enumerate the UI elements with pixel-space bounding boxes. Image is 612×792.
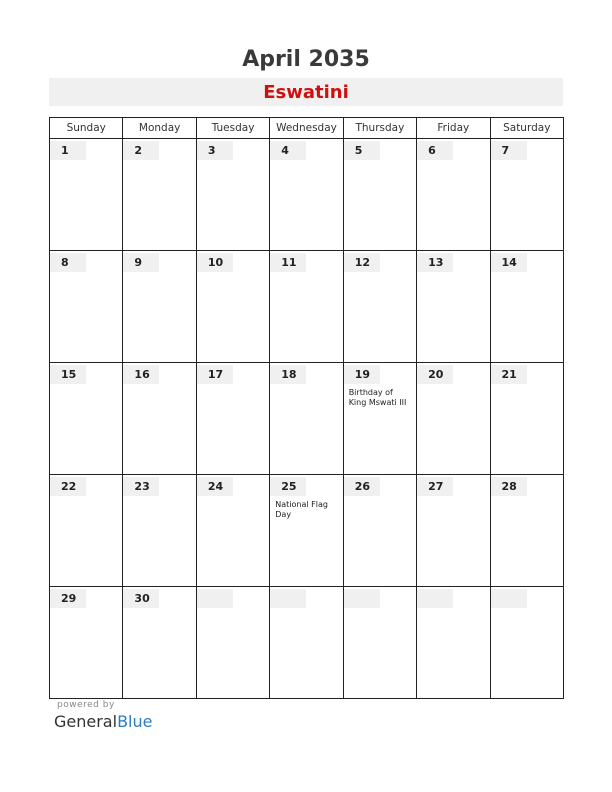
day-number: 15 <box>50 365 86 384</box>
brand-logo[interactable] <box>54 712 152 731</box>
day-number: 2 <box>123 141 159 160</box>
day-cell <box>270 475 343 587</box>
day-cell <box>490 475 563 587</box>
day-cell <box>417 475 490 587</box>
weekday-sunday: Sunday <box>50 118 123 139</box>
weekday-friday: Friday <box>417 118 490 139</box>
day-number: 3 <box>197 141 233 160</box>
day-number: 12 <box>344 253 380 272</box>
day-number: 19 <box>344 365 380 384</box>
week-row <box>50 475 564 587</box>
day-number: 16 <box>123 365 159 384</box>
day-number: 28 <box>491 477 527 496</box>
day-number: 17 <box>197 365 233 384</box>
day-number: 20 <box>417 365 453 384</box>
weekday-wednesday: Wednesday <box>270 118 343 139</box>
weekday-header-row <box>50 118 564 139</box>
week-row <box>50 587 564 699</box>
brand-blue: Blue <box>117 712 153 731</box>
day-number: 30 <box>123 589 159 608</box>
day-number: 29 <box>50 589 86 608</box>
day-number <box>491 589 527 608</box>
holiday-label: National Flag Day <box>275 500 328 519</box>
brand-general: General <box>54 712 118 731</box>
day-cell <box>270 139 343 251</box>
weekday-thursday: Thursday <box>343 118 416 139</box>
day-cell <box>123 587 196 699</box>
weekday-monday: Monday <box>123 118 196 139</box>
day-number: 1 <box>50 141 86 160</box>
day-cell <box>270 363 343 475</box>
day-cell <box>490 363 563 475</box>
day-cell <box>50 363 123 475</box>
calendar-title: April 2035 <box>242 47 370 72</box>
day-cell <box>196 139 269 251</box>
day-number <box>197 589 233 608</box>
day-cell <box>417 139 490 251</box>
day-number: 27 <box>417 477 453 496</box>
week-row <box>50 363 564 475</box>
day-cell <box>50 475 123 587</box>
day-number <box>344 589 380 608</box>
day-cell <box>490 251 563 363</box>
weekday-saturday: Saturday <box>490 118 563 139</box>
day-number: 14 <box>491 253 527 272</box>
day-cell <box>343 139 416 251</box>
day-number: 10 <box>197 253 233 272</box>
day-number: 6 <box>417 141 453 160</box>
day-cell <box>343 587 416 699</box>
day-number: 21 <box>491 365 527 384</box>
day-number: 5 <box>344 141 380 160</box>
day-number <box>270 589 306 608</box>
powered-by-label: powered by <box>57 700 115 710</box>
day-cell <box>123 363 196 475</box>
day-cell <box>196 475 269 587</box>
day-cell <box>417 587 490 699</box>
day-cell <box>123 475 196 587</box>
day-number: 23 <box>123 477 159 496</box>
day-cell <box>50 251 123 363</box>
day-number: 24 <box>197 477 233 496</box>
day-cell <box>490 139 563 251</box>
day-number: 4 <box>270 141 306 160</box>
day-cell <box>123 139 196 251</box>
day-cell <box>50 139 123 251</box>
day-number <box>417 589 453 608</box>
day-number: 25 <box>270 477 306 496</box>
day-number: 8 <box>50 253 86 272</box>
weekday-tuesday: Tuesday <box>196 118 269 139</box>
day-cell <box>343 251 416 363</box>
day-cell <box>270 251 343 363</box>
day-cell <box>196 363 269 475</box>
day-number: 18 <box>270 365 306 384</box>
month-grid <box>49 117 564 699</box>
day-cell <box>123 251 196 363</box>
day-number: 13 <box>417 253 453 272</box>
day-cell <box>270 587 343 699</box>
country-banner <box>49 78 563 106</box>
day-cell <box>343 363 416 475</box>
day-number: 22 <box>50 477 86 496</box>
day-number: 11 <box>270 253 306 272</box>
day-cell <box>50 587 123 699</box>
week-row <box>50 139 564 251</box>
holiday-label: Birthday of King Mswati III <box>348 388 407 407</box>
day-number: 7 <box>491 141 527 160</box>
week-row <box>50 251 564 363</box>
day-cell <box>417 251 490 363</box>
day-number: 9 <box>123 253 159 272</box>
day-number: 26 <box>344 477 380 496</box>
country-name: Eswatini <box>263 82 349 103</box>
day-cell <box>196 587 269 699</box>
day-cell <box>490 587 563 699</box>
day-cell <box>196 251 269 363</box>
day-cell <box>417 363 490 475</box>
day-cell <box>343 475 416 587</box>
